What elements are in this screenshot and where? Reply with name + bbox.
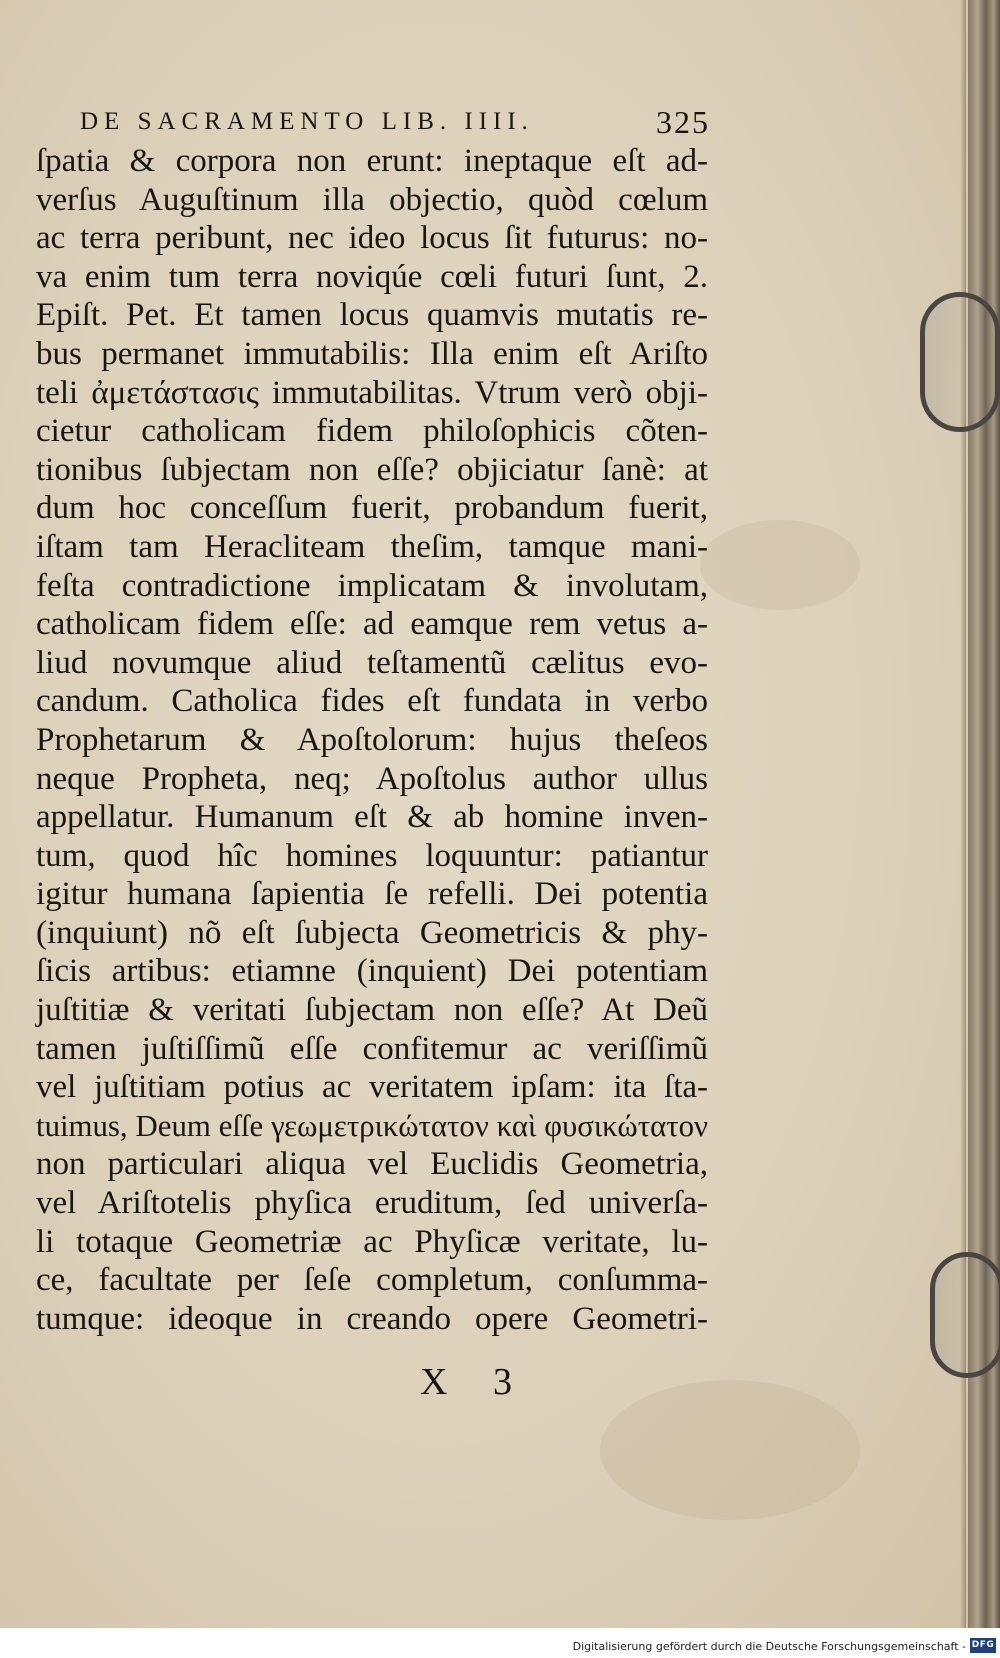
text-line: catholicam fidem eſſe: ad eamque rem vetus a- — [36, 606, 708, 643]
text-line: tamen juſtiſſimũ eſſe confitemur ac veriſſimũ — [36, 1030, 708, 1067]
text-line: Prophetarum & Apoſtolorum: hujus theſeos — [36, 721, 708, 758]
text-line: tuimus, Deum eſſe γεωμετρικώτατον καὶ φυσικώτατον — [36, 1108, 708, 1143]
text-line: cietur catholicam fidem philoſophicis cõten- — [36, 413, 708, 450]
page-number: 325 — [656, 104, 710, 140]
text-line: Epiſt. Pet. Et tamen locus quamvis mutatis re- — [36, 297, 708, 334]
text-line: ſicis artibus: etiamne (inquient) Dei potentiam — [36, 953, 708, 990]
gutter-shadow — [960, 0, 966, 1628]
dfg-logo: DFG — [970, 1638, 996, 1653]
text-line: vel juſtitiam potius ac veritatem ipſam: ita ſta- — [36, 1069, 708, 1106]
clasp-ring-bottom — [930, 1252, 1000, 1378]
text-line: non particulari aliqua vel Euclidis Geometria, — [36, 1146, 708, 1183]
paper-stain — [600, 1380, 860, 1520]
text-line: juſtitiæ & veritati ſubjectam non eſſe? At Deũ — [36, 992, 708, 1029]
text-line: ſpatia & corpora non erunt: ineptaque eſt ad- — [36, 143, 708, 179]
text-line: ac terra peribunt, nec ideo locus ſit futurus: no- — [36, 220, 708, 257]
text-line: neque Propheta, neq; Apoſtolus author ullus — [36, 760, 708, 797]
text-line: verſus Auguſtinum illa objectio, quòd cœlum — [36, 181, 708, 218]
paper-stain — [700, 520, 860, 610]
text-line: liud novumque aliud teſtamentũ cælitus evo- — [36, 644, 708, 681]
body-text — [36, 142, 708, 1338]
text-line: iſtam tam Heracliteam theſim, tamque mani- — [36, 528, 708, 565]
footer-credit: Digitalisierung gefördert durch die Deutsche Forschungsgemeinschaft - — [572, 1640, 966, 1653]
text-line: dum hoc conceſſum fuerit, probandum fuerit, — [36, 490, 708, 527]
text-line: li totaque Geometriæ ac Phyſicæ veritate, lu- — [36, 1223, 708, 1260]
text-line: feſta contradictione implicatam & involutam, — [36, 567, 708, 604]
running-title: DE SACRAMENTO LIB. IIII. — [80, 108, 534, 135]
clasp-ring-top — [920, 292, 1000, 432]
text-line: (inquiunt) nõ eſt ſubjecta Geometricis & phy- — [36, 914, 708, 951]
text-line: bus permanet immutabilis: Illa enim eſt Ariſto — [36, 335, 708, 372]
text-line: tumque: ideoque in creando opere Geometri- — [36, 1300, 708, 1337]
running-head — [80, 104, 710, 144]
book-fore-edge — [968, 0, 1000, 1628]
text-line: igitur humana ſapientia ſe refelli. Dei potentia — [36, 876, 708, 913]
text-line: va enim tum terra noviqúe cœli futuri ſunt, 2. — [36, 258, 708, 295]
text-line: ce, facultate per ſeſe completum, conſumma- — [36, 1262, 708, 1299]
signature-mark: X 3 — [420, 1361, 530, 1403]
text-line: tum, quod hîc homines loquuntur: patiantur — [36, 837, 708, 874]
text-line: appellatur. Humanum eſt & ab homine inven- — [36, 799, 708, 836]
text-line: vel Ariſtotelis phyſica eruditum, ſed univerſa- — [36, 1185, 708, 1222]
text-line: candum. Catholica fides eſt fundata in verbo — [36, 683, 708, 720]
text-line: tionibus ſubjectam non eſſe? objiciatur ſanè: at — [36, 451, 708, 488]
text-line: teli ἀμετάστασις immutabilitas. Vtrum verò obji- — [36, 374, 708, 411]
